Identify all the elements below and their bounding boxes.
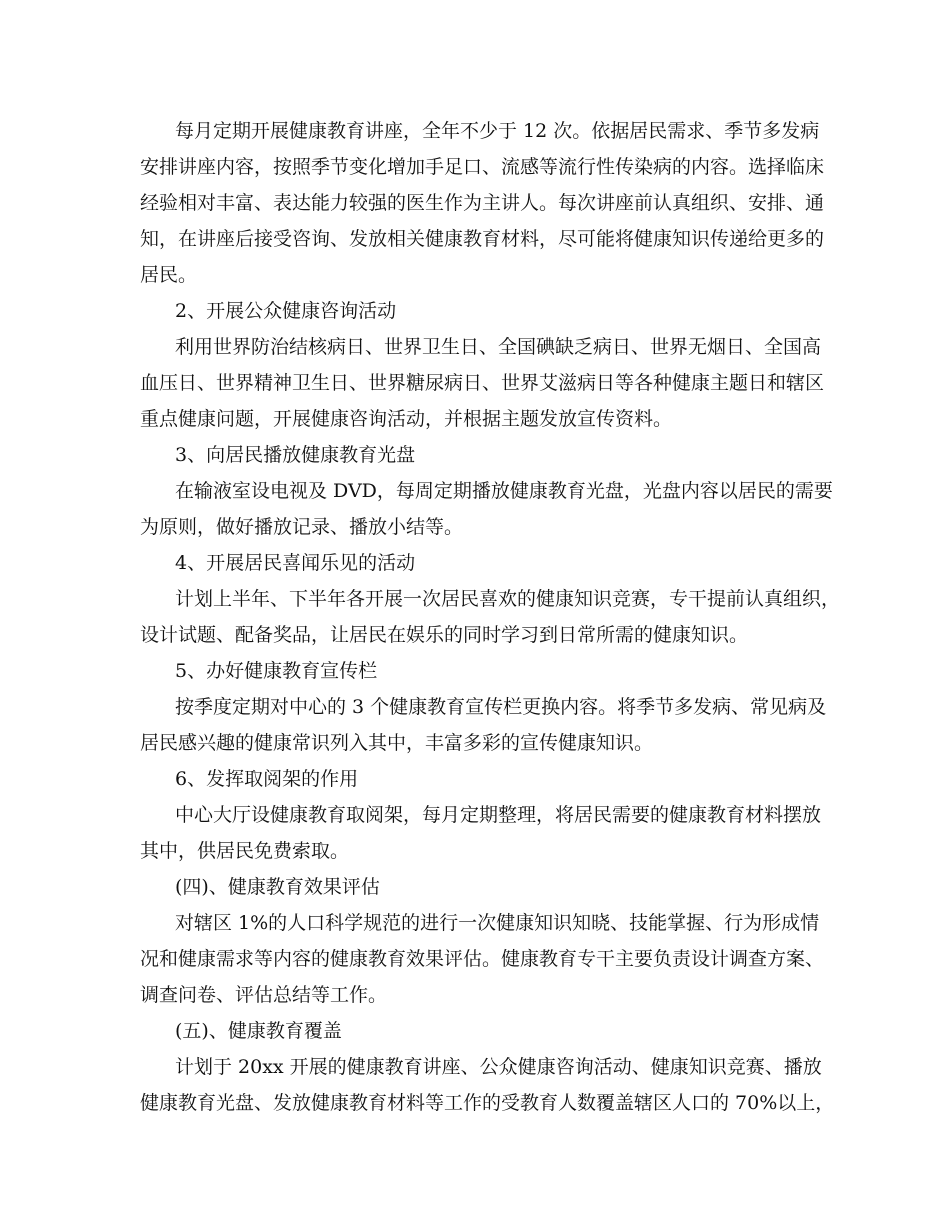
section-heading: 4、开展居民喜闻乐见的活动: [175, 552, 416, 574]
section-heading: 3、向居民播放健康教育光盘: [175, 444, 416, 466]
section-heading: (五)、健康教育覆盖: [175, 1020, 342, 1042]
paragraph-line: 计划上半年、下半年各开展一次居民喜欢的健康知识竞赛，专干提前认真组织，: [175, 588, 841, 610]
paragraph-line: 中心大厅设健康教育取阅架，每月定期整理，将居民需要的健康教育材料摆放: [175, 804, 822, 826]
paragraph-line: 安排讲座内容，按照季节变化增加手足口、流感等流行性传染病的内容。选择临床: [140, 156, 825, 178]
paragraph-line: 知，在讲座后接受咨询、发放相关健康教育材料，尽可能将健康知识传递给更多的: [140, 228, 825, 250]
paragraph-line: 对辖区 1%的人口科学规范的进行一次健康知识知晓、技能掌握、行为形成情: [175, 912, 820, 934]
section-heading: 5、办好健康教育宣传栏: [175, 660, 378, 682]
paragraph-line: 调查问卷、评估总结等工作。: [140, 984, 388, 1006]
paragraph-line: 况和健康需求等内容的健康教育效果评估。健康教育专干主要负责设计调查方案、: [140, 948, 825, 970]
section-heading: (四)、健康教育效果评估: [175, 876, 380, 898]
paragraph-line: 其中，供居民免费索取。: [140, 840, 350, 862]
section-heading: 6、发挥取阅架的作用: [175, 768, 359, 790]
paragraph-line: 经验相对丰富、表达能力较强的医生作为主讲人。每次讲座前认真组织、安排、通: [140, 192, 825, 214]
paragraph-line: 居民感兴趣的健康常识列入其中，丰富多彩的宣传健康知识。: [140, 732, 654, 754]
paragraph-line: 计划于 20xx 开展的健康教育讲座、公众健康咨询活动、健康知识竞赛、播放: [175, 1056, 822, 1078]
paragraph-line: 为原则，做好播放记录、播放小结等。: [140, 516, 464, 538]
paragraph-line: 健康教育光盘、发放健康教育材料等工作的受教育人数覆盖辖区人口的 70%以上，: [140, 1092, 835, 1114]
paragraph-line: 居民。: [140, 264, 198, 286]
paragraph-line: 每月定期开展健康教育讲座，全年不少于 12 次。依据居民需求、季节多发病: [175, 120, 820, 142]
paragraph-line: 按季度定期对中心的 3 个健康教育宣传栏更换内容。将季节多发病、常见病及: [175, 696, 827, 718]
paragraph-line: 设计试题、配备奖品，让居民在娱乐的同时学习到日常所需的健康知识。: [140, 624, 749, 646]
paragraph-line: 利用世界防治结核病日、世界卫生日、全国碘缺乏病日、世界无烟日、全国高: [175, 336, 822, 358]
paragraph-line: 血压日、世界精神卫生日、世界糖尿病日、世界艾滋病日等各种健康主题日和辖区: [140, 372, 825, 394]
paragraph-line: 在输液室设电视及 DVD，每周定期播放健康教育光盘，光盘内容以居民的需要: [175, 480, 833, 502]
paragraph-line: 重点健康问题，开展健康咨询活动，并根据主题发放宣传资料。: [140, 408, 673, 430]
section-heading: 2、开展公众健康咨询活动: [175, 300, 397, 322]
